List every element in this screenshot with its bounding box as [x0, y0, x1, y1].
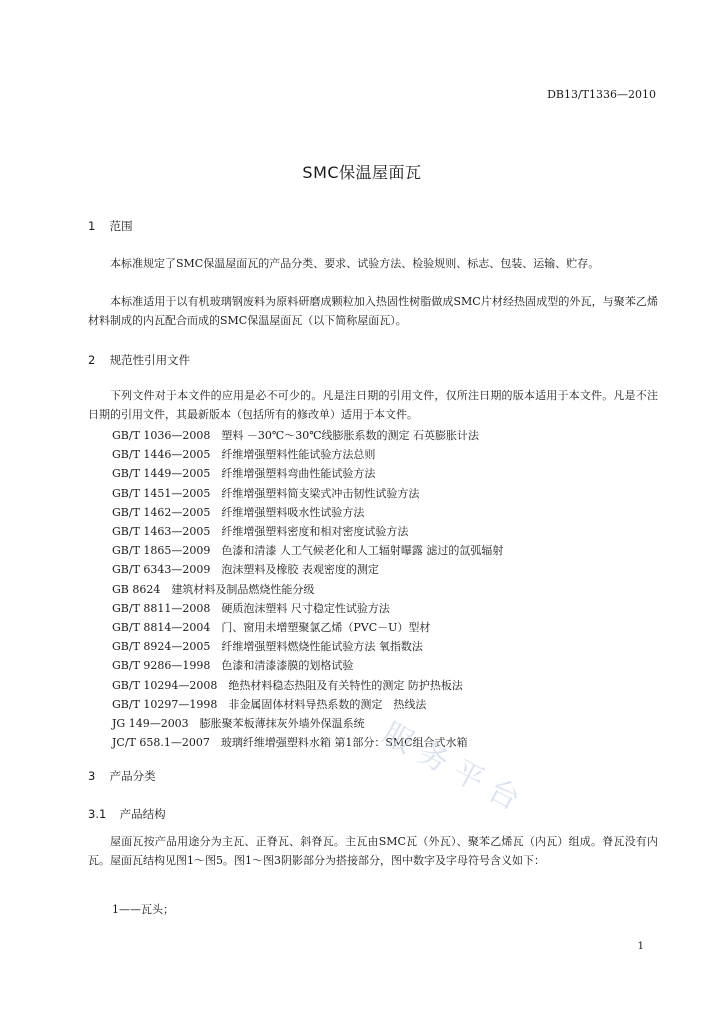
reference-item: GB/T 6343—2009 泡沫塑料及橡胶 表观密度的测定	[112, 563, 379, 577]
reference-item: GB 8624 建筑材料及制品燃烧性能分级	[112, 582, 315, 596]
paragraph-product-structure: 屋面瓦按产品用途分为主瓦、正脊瓦、斜脊瓦。主瓦由SMC瓦（外瓦）、聚苯乙烯瓦（内瓦）组成。脊瓦没有内瓦。屋面瓦结构见图1～图5。图1～图3阴影部分为搭接部分，图中数字及字母符号含义如下：	[88, 835, 658, 867]
reference-item: JG 149—2003 膨胀聚苯板薄抹灰外墙外保温系统	[112, 717, 365, 731]
watermark-text: 服务平台	[376, 716, 534, 823]
legend-item: 1——瓦头；	[112, 903, 174, 916]
reference-item: GB/T 1449—2005 纤维增强塑料弯曲性能试验方法	[112, 467, 376, 481]
reference-list	[112, 426, 503, 752]
section-3-heading	[88, 768, 156, 784]
reference-item: GB/T 1462—2005 纤维增强塑料吸水性试验方法	[112, 505, 365, 519]
reference-item: GB/T 1463—2005 纤维增强塑料密度和相对密度试验方法	[112, 525, 409, 539]
section-number: 3	[88, 769, 96, 783]
reference-item: GB/T 10297—1998 非金属固体材料导热系数的测定 热线法	[112, 697, 427, 711]
section-number: 3.1	[88, 807, 107, 821]
paragraph-references-intro: 下列文件对于本文件的应用是必不可少的。凡是注日期的引用文件，仅所注日期的版本适用于本文件。凡是不注日期的引用文件，其最新版本（包括所有的修改单）适用于本文件。	[88, 389, 658, 421]
reference-item: GB/T 10294—2008 绝热材料稳态热阻及有关特性的测定 防护热板法	[112, 678, 463, 692]
reference-item: GB/T 1036—2008 塑料 －30℃～30℃线膨胀系数的测定 石英膨胀计法	[112, 429, 479, 442]
section-number: 1	[88, 219, 96, 233]
page-number: 1	[637, 941, 644, 952]
section-2-heading	[88, 352, 190, 368]
section-title: 范围	[109, 219, 133, 233]
reference-item: GB/T 8811—2008 硬质泡沫塑料 尺寸稳定性试验方法	[112, 601, 390, 615]
section-title: 产品结构	[119, 807, 166, 821]
section-title: 产品分类	[109, 769, 156, 783]
reference-item: GB/T 1451—2005 纤维增强塑料简支梁式冲击韧性试验方法	[112, 486, 420, 500]
paragraph-scope-1: 本标准规定了SMC保温屋面瓦的产品分类、要求、试验方法、检验规则、标志、包装、运输、贮存。	[110, 257, 600, 270]
standard-code: DB13/T1336—2010	[547, 88, 656, 101]
reference-item: GB/T 1865—2009 色漆和清漆 人工气候老化和人工辐射曝露 滤过的氙弧辐射	[112, 544, 504, 558]
section-number: 2	[88, 353, 96, 367]
reference-item: GB/T 8814—2004 门、窗用未增塑聚氯乙烯（PVC－U）型材	[112, 621, 431, 635]
reference-item: GB/T 1446—2005 纤维增强塑料性能试验方法总则	[112, 448, 376, 462]
reference-item: GB/T 9286—1998 色漆和清漆漆膜的划格试验	[112, 659, 354, 673]
paragraph-scope-2: 本标准适用于以有机玻璃钢废料为原料研磨成颗粒加入热固性树脂做成SMC片材经热固成型的外瓦，与聚苯乙烯材料制成的内瓦配合而成的SMC保温屋面瓦（以下简称屋面瓦）。	[88, 295, 658, 327]
subsection-3-1-heading	[88, 806, 166, 822]
reference-item: JC/T 658.1—2007 玻璃纤维增强塑料水箱 第1部分：SMC组合式水箱	[112, 736, 468, 750]
document-title: SMC保温屋面瓦	[302, 163, 422, 182]
reference-item: GB/T 8924—2005 纤维增强塑料燃烧性能试验方法 氧指数法	[112, 640, 423, 654]
section-title: 规范性引用文件	[109, 353, 191, 367]
section-1-heading	[88, 218, 133, 234]
